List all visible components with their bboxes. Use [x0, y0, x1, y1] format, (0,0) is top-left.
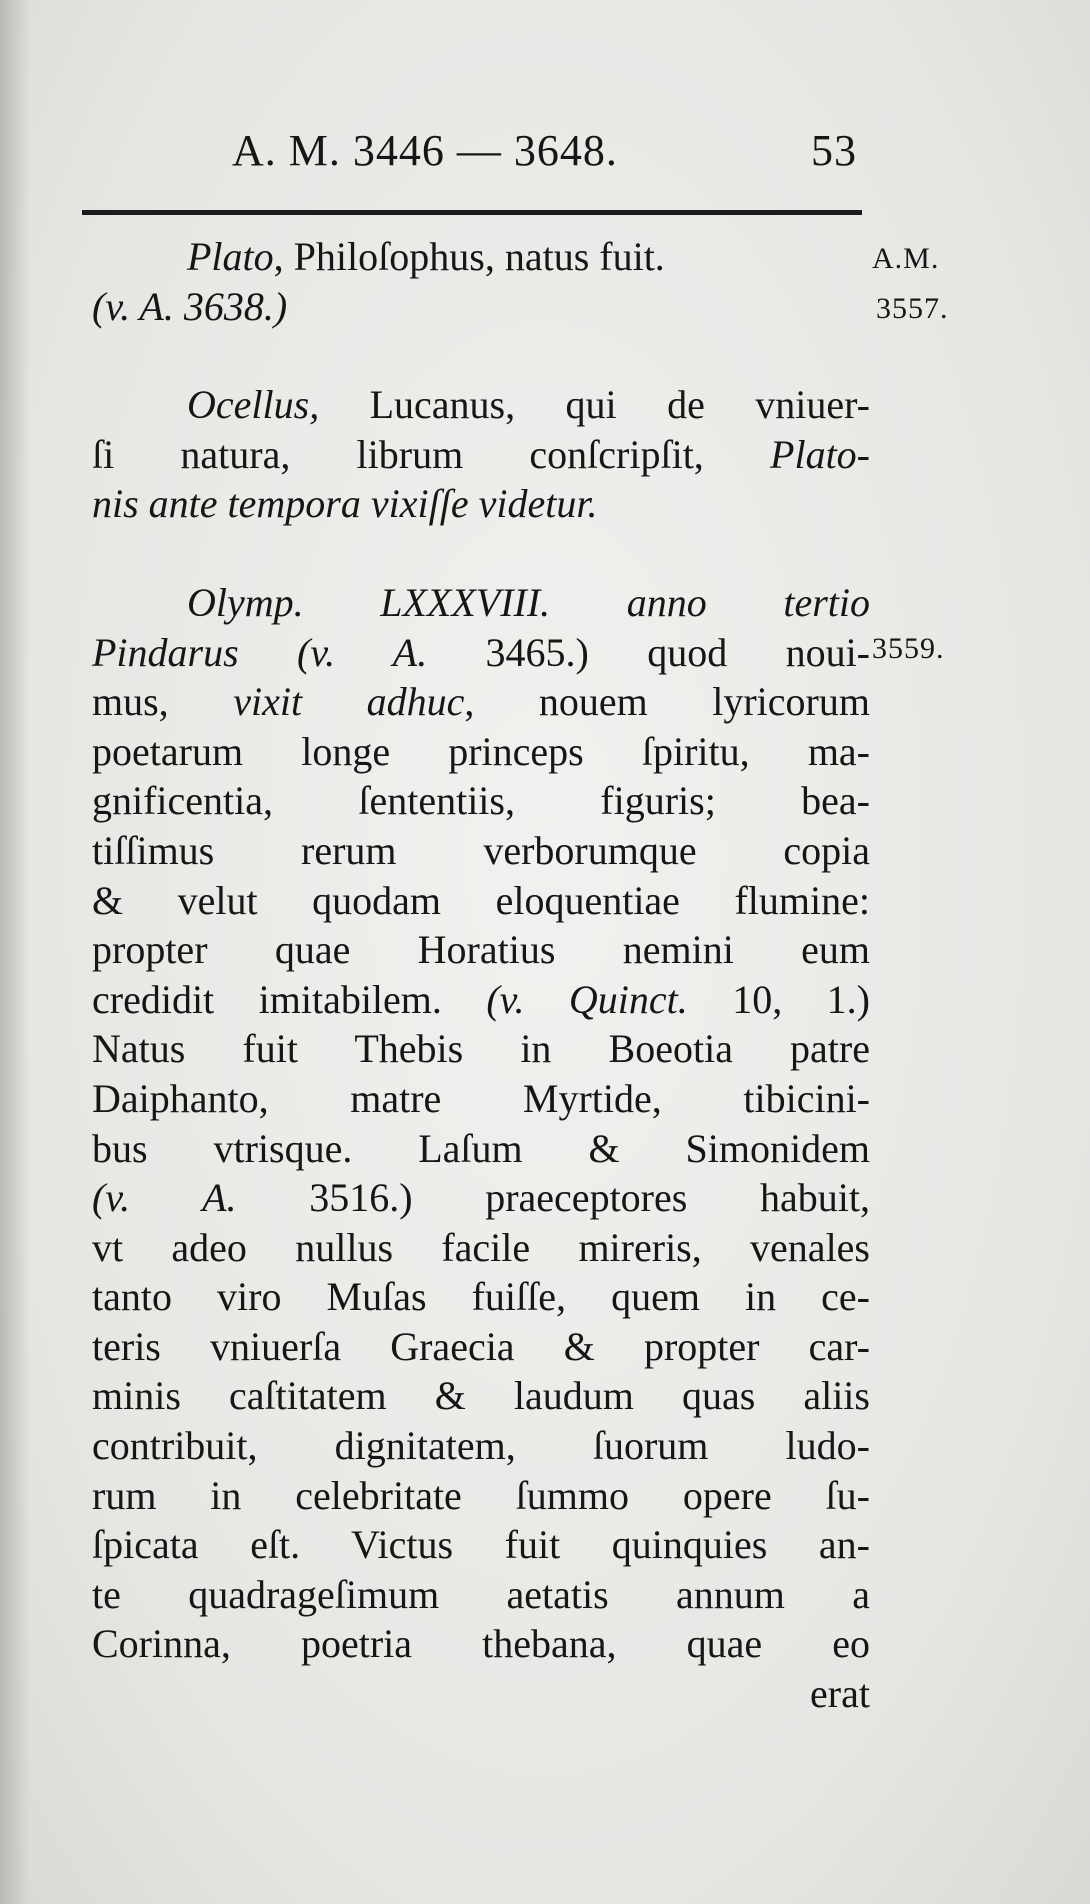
- margin-note-am: A.M.: [872, 242, 940, 275]
- text-line: [92, 282, 870, 332]
- catchword: erat: [810, 1671, 870, 1717]
- text-line: rum in celebritate ſummo opere ſu-: [92, 1472, 870, 1518]
- reference-italic: (v. A. 3638.): [92, 283, 288, 329]
- text-italic: vixit adhuc: [233, 679, 465, 725]
- text-line: bus vtrisque. Laſum & Simonidem: [92, 1125, 870, 1171]
- text-segment: mus,: [92, 679, 234, 725]
- text-line: [92, 628, 870, 678]
- text-italic: Plato-: [770, 431, 870, 477]
- text-line: [92, 975, 870, 1025]
- header-title: A. M. 3446 — 3648.: [232, 126, 618, 175]
- paragraph-gap: [92, 529, 870, 578]
- text-segment: ſi natura, librum conſcripſit,: [92, 431, 771, 477]
- text-line: ſpicata eſt. Victus fuit quinquies an-: [92, 1522, 870, 1568]
- text-line: Daiphanto, matre Myrtide, tibicini-: [92, 1075, 870, 1121]
- text-line: & velut quodam eloquentiae flumine:: [92, 877, 870, 923]
- text-line: [92, 380, 870, 430]
- text-line: Corinna, poetria thebana, quae eo: [92, 1621, 870, 1667]
- text-line: [92, 479, 870, 529]
- text-italic: Pindarus (v. A.: [92, 629, 428, 675]
- reference-italic: (v. Quinct.: [486, 976, 688, 1022]
- page-number: 53: [811, 126, 857, 175]
- text-line: poetarum longe princeps ſpiritu, ma-: [92, 728, 870, 774]
- text-line: [92, 578, 870, 628]
- text-segment: 3516.) praeceptores habuit,: [236, 1175, 870, 1221]
- text-line: vt adeo nullus facile mireris, venales: [92, 1224, 870, 1270]
- text-segment: 3465.) quod noui-: [427, 629, 870, 675]
- text-line: tanto viro Muſas fuiſſe, quem in ce-: [92, 1274, 870, 1320]
- text-line: propter quae Horatius nemini eum: [92, 927, 870, 973]
- paragraph-gap: [92, 331, 870, 380]
- margin-note-year-1: 3557.: [876, 292, 949, 325]
- paragraph-plato: [92, 232, 870, 331]
- running-header: [90, 125, 875, 185]
- text-line: tiſſimus rerum verborumque copia: [92, 827, 870, 873]
- page-gutter-shadow: [0, 0, 30, 1904]
- text-line: gnificentia, ſententiis, figuris; bea-: [92, 778, 870, 824]
- reference-italic: (v. A.: [92, 1175, 237, 1221]
- text-segment: 10, 1.): [687, 976, 870, 1022]
- paragraph-pindarus: [92, 578, 870, 1719]
- text-line: contribuit, dignitatem, ſuorum ludo-: [92, 1423, 870, 1469]
- text-segment: Lucanus, qui de vniuer-: [319, 382, 870, 428]
- text-line: Natus fuit Thebis in Boeotia patre: [92, 1026, 870, 1072]
- text-segment: credidit imitabilem.: [92, 976, 487, 1022]
- text-italic: Olymp. LXXXVIII. anno tertio: [187, 579, 870, 625]
- text-line: teris vniuerſa Graecia & propter car-: [92, 1323, 870, 1369]
- text-segment: , nouem lyricorum: [464, 679, 870, 725]
- name-italic: Plato: [187, 234, 274, 279]
- text-line: [92, 232, 870, 282]
- text-line: minis caſtitatem & laudum quas aliis: [92, 1373, 870, 1419]
- text-line: [92, 677, 870, 727]
- paragraph-ocellus: [92, 380, 870, 529]
- text-line: [92, 430, 870, 480]
- text-line: te quadrageſimum aetatis annum a: [92, 1571, 870, 1617]
- name-italic: Ocellus,: [187, 382, 320, 428]
- margin-note-year-2: 3559.: [872, 632, 945, 665]
- header-rule: [82, 210, 862, 215]
- text-italic: nis ante tempora vixiſſe videtur.: [92, 481, 598, 527]
- text-segment: , Philoſophus, natus fuit.: [273, 234, 665, 279]
- text-line: [92, 1173, 870, 1223]
- main-text: [92, 232, 870, 1719]
